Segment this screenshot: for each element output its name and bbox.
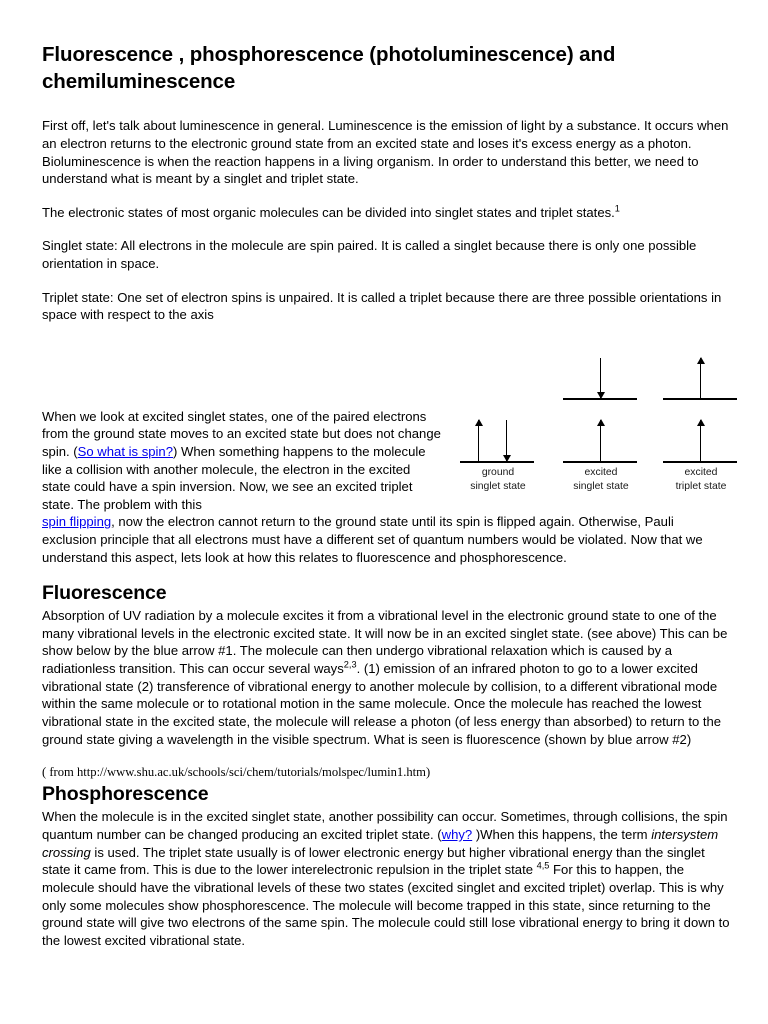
phosphorescence-text-part3: is used. The triplet state usually is of lower electronic energy but higher vibrational energy than the singlet state it came from. This is due to the lower interelectronic repulsion in the triplet state [42, 844, 705, 878]
electronic-states-text: The electronic states of most organic molecules can be divided into singlet states and triplet states. [42, 204, 615, 220]
electronic-states-paragraph [42, 204, 730, 222]
fluorescence-paragraph [42, 607, 730, 748]
state-label-excited-triplet [655, 466, 747, 493]
state-label-line2: singlet state [573, 480, 629, 492]
fluorescence-text-part1: Absorption of UV radiation by a molecule excites it from a vibrational level in the electronic ground state to one of the many vibrational levels in the electronic excited state. It will now be in an excited singlet state. (see above) This can be show below by the blue arrow #1. The molecule can then undergo vibrational relaxation which is caused by a radiationless transition. This can occur several ways [42, 608, 728, 677]
phosphorescence-text-part2: )When this happens, the term [472, 827, 652, 843]
state-label-line2: triplet state [675, 480, 727, 492]
state-label-line1: ground [481, 467, 515, 478]
state-label-line1: excited [684, 467, 718, 478]
link-spin-flipping[interactable]: spin flipping [42, 514, 112, 530]
energy-level-line [663, 398, 737, 400]
spin-down-arrow-icon [502, 420, 511, 461]
source-attribution: ( from http://www.shu.ac.uk/schools/sci/chem/tutorials/molspec/lumin1.htm) [42, 765, 431, 780]
spin-text-part1: When we look at excited singlet states, one of the paired electrons from the ground state moves to an excited state but does not change spin. ( [42, 408, 441, 459]
state-ground-singlet [452, 362, 544, 502]
energy-level-line [663, 461, 737, 463]
fluorescence-text-part2: . (1) emission of an infrared photon to go to a lower excited vibrational state (2) transference of vibrational energy to another molecule by collision, to a different vibrational mode within the same molecule or to rotational motion in the same molecule. Once the molecule has reached the lowest vibrational state in the excited state, the molecule will release a photon (of less energy than absorbed) to return to the ground state giving a wavelength in the visible spectrum. What is seen is fluorescence (shown by blue arrow #2) [42, 661, 722, 747]
singlet-state-paragraph: Singlet state: All electrons in the molecule are spin paired. It is called a singlet because there is only one possible orientation in space. [42, 238, 697, 271]
phosphorescence-text-part1: When the molecule is in the excited singlet state, another possibility can occur. Sometimes, through collisions, the spin quantum number can be changed producing an excited triplet state. ( [42, 809, 728, 843]
intro-paragraph: First off, let's talk about luminescence in general. Luminescence is the emission of light by a substance. It occurs when an electron returns to the electronic ground state from an excited state and loses it's excess energy as a photon. Bioluminescence is when the reaction happens in a living organism. In order to understand this better, we need to understand what is meant by a singlet and triplet state. [42, 118, 729, 187]
spin-text-part2: ) When something happens to the molecule like a collision with another molecule, the electron in the excited state could have a spin inversion. Now, we see an excited triplet state. The problem with this [42, 443, 426, 512]
state-label-excited-singlet [555, 466, 647, 493]
section-heading-fluorescence: Fluorescence [42, 582, 167, 605]
section-heading-phosphorescence: Phosphorescence [42, 783, 209, 806]
state-label-line2: singlet state [470, 480, 526, 492]
spin-up-arrow-icon [696, 358, 705, 398]
state-excited-singlet [555, 362, 647, 502]
energy-level-line [460, 461, 534, 463]
phosphorescence-paragraph [42, 808, 730, 949]
spin-down-arrow-icon [596, 358, 605, 398]
state-label-ground-singlet [452, 466, 544, 493]
phosphorescence-text-part4: For this to happen, the molecule should have the vibrational levels of these two states (excited singlet and excited triplet) overlap. This is why only some molecules show phosphorescence. The molecule will become trapped in this state, since returning to the ground state will give two electrons of the same spin. The molecule could still lose vibrational energy to bring it down to the lowest excited vibrational state. [42, 862, 730, 948]
spin-up-arrow-icon [474, 420, 483, 461]
state-label-line1: excited [584, 467, 618, 478]
footnote-marker-4-5: 4,5 [536, 860, 550, 871]
term-intersystem-crossing: intersystem crossing [42, 827, 719, 860]
page-title: Fluorescence , phosphorescence (photoluminescence) and chemiluminescence [42, 43, 616, 93]
spin-text-part3: , now the electron cannot return to the ground state until its spin is flipped again. Otherwise, Pauli exclusion principle that all electrons must have a different set of quantum numbers would be violated. Now that we understand this aspect, lets look at how this relates to fluorescence and phosphorescence. [42, 514, 703, 565]
footnote-marker-2-3: 2,3 [343, 659, 357, 670]
triplet-state-paragraph: Triplet state: One set of electron spins is unpaired. It is called a triplet because there are three possible orientations in space with respect to the axis [42, 289, 722, 323]
energy-level-line [563, 461, 637, 463]
spin-discussion-paragraph-part2 [42, 513, 730, 566]
state-excited-triplet [655, 362, 747, 502]
footnote-marker-1: 1 [614, 203, 620, 214]
spin-up-arrow-icon [696, 420, 705, 461]
spin-up-arrow-icon [596, 420, 605, 461]
diagram-wrap-column [42, 408, 442, 514]
link-so-what-is-spin[interactable]: So what is spin? [77, 443, 174, 459]
link-why[interactable]: why? [441, 827, 473, 843]
spin-state-diagram [452, 362, 748, 502]
spin-discussion-paragraph-part1 [42, 408, 442, 514]
